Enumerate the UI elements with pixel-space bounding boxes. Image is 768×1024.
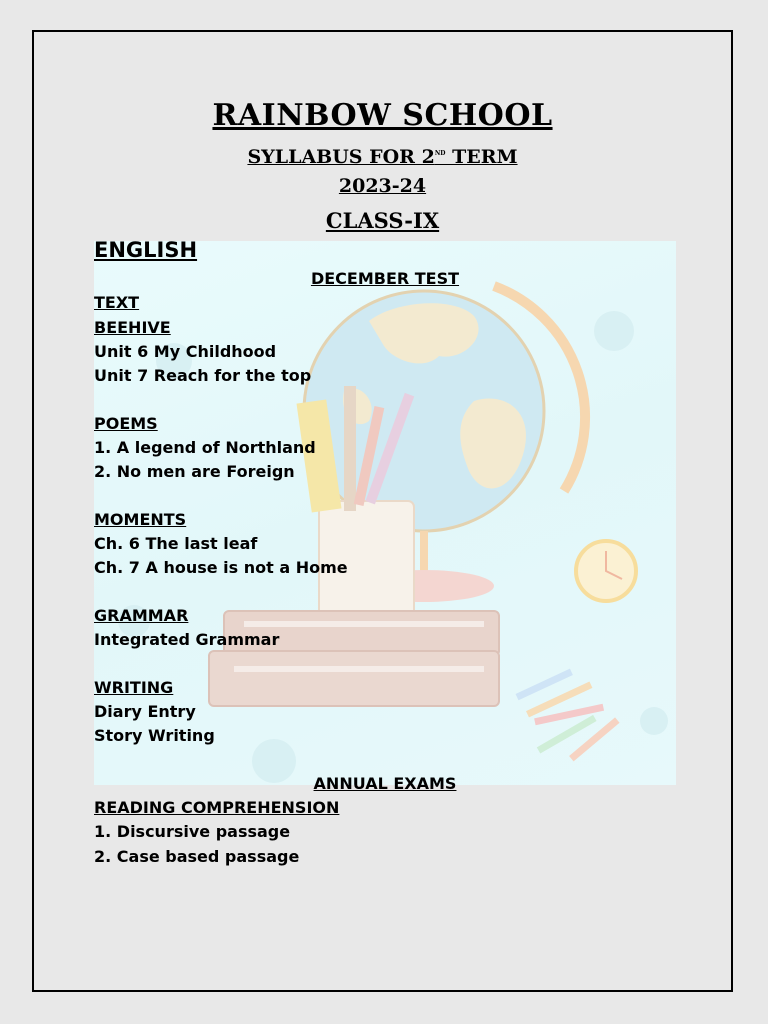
grammar-heading: GRAMMAR <box>94 606 189 625</box>
list-item: Ch. 6 The last leaf <box>94 534 258 553</box>
beehive-heading: BEEHIVE <box>94 318 171 337</box>
syllabus-suffix: TERM <box>445 146 518 168</box>
list-item: 1. Discursive passage <box>94 822 291 841</box>
syllabus-prefix: SYLLABUS FOR 2 <box>247 146 435 168</box>
list-item: Unit 7 Reach for the top <box>94 366 312 385</box>
syllabus-title <box>34 146 731 168</box>
list-item: 2. No men are Foreign <box>94 462 295 481</box>
text-heading: TEXT <box>94 293 140 312</box>
subject-heading: ENGLISH <box>94 238 198 262</box>
list-item: 1. A legend of Northland <box>94 438 316 457</box>
annual-exams-heading: ANNUAL EXAMS <box>313 774 457 793</box>
document-page <box>32 30 733 992</box>
writing-heading: WRITING <box>94 678 174 697</box>
poems-heading: POEMS <box>94 414 158 433</box>
session-year: 2023-24 <box>338 175 427 197</box>
reading-comprehension-heading: READING COMPREHENSION <box>94 798 340 817</box>
list-item: Story Writing <box>94 726 215 745</box>
list-item: Unit 6 My Childhood <box>94 342 277 361</box>
moments-heading: MOMENTS <box>94 510 187 529</box>
list-item: Ch. 7 A house is not a Home <box>94 558 348 577</box>
list-item: 2. Case based passage <box>94 847 300 866</box>
school-name: RAINBOW SCHOOL <box>212 98 553 133</box>
class-name: CLASS-IX <box>325 208 440 233</box>
list-item: Integrated Grammar <box>94 630 280 649</box>
december-test-heading: DECEMBER TEST <box>310 269 460 288</box>
list-item: Diary Entry <box>94 702 196 721</box>
syllabus-ordinal: nd <box>434 148 446 158</box>
